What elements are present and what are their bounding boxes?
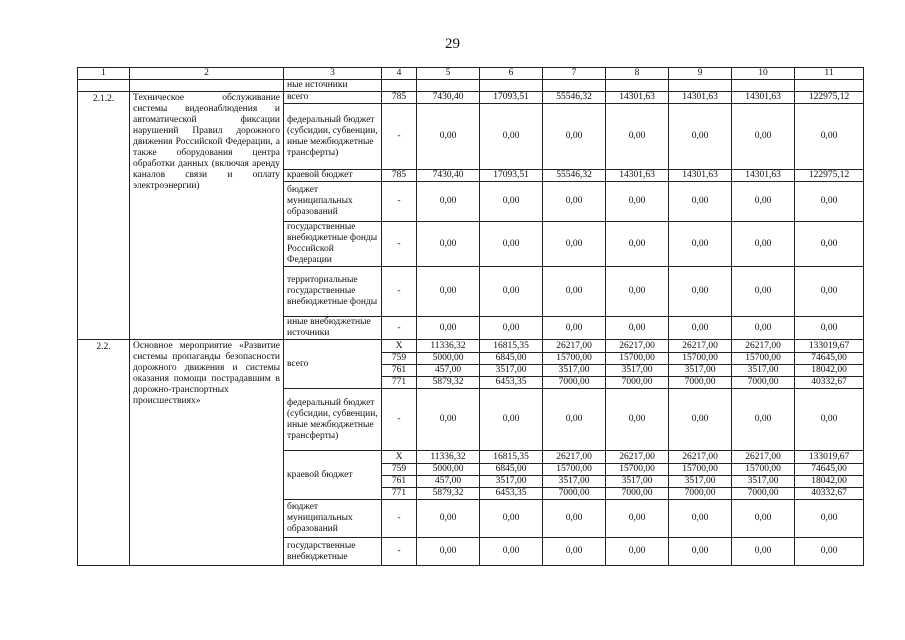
amount-cell: 133019,67 xyxy=(795,451,864,464)
budget-table xyxy=(77,67,864,566)
amount-cell: 0,00 xyxy=(480,500,543,538)
budget-code: - xyxy=(382,389,417,451)
amount-cell: 0,00 xyxy=(480,104,543,170)
budget-code: - xyxy=(382,500,417,538)
amount-cell: 0,00 xyxy=(606,267,669,317)
amount-cell: 15700,00 xyxy=(732,464,795,476)
amount-cell: 0,00 xyxy=(480,317,543,340)
amount-cell: 0,00 xyxy=(795,389,864,451)
amount-cell: 15700,00 xyxy=(669,464,732,476)
budget-code: 761 xyxy=(382,365,417,377)
amount-cell: 0,00 xyxy=(795,182,864,222)
amount-cell: 7430,40 xyxy=(417,92,480,104)
amount-cell: 0,00 xyxy=(480,267,543,317)
budget-code: 785 xyxy=(382,92,417,104)
amount-cell: 7430,40 xyxy=(417,170,480,182)
amount-cell: 0,00 xyxy=(795,538,864,566)
column-number: 6 xyxy=(480,68,543,80)
amount-cell: 3517,00 xyxy=(606,365,669,377)
amount-cell: 7000,00 xyxy=(669,488,732,500)
amount-cell: 14301,63 xyxy=(732,170,795,182)
amount-cell: 0,00 xyxy=(606,317,669,340)
amount-cell: 0,00 xyxy=(417,317,480,340)
amount-cell: 3517,00 xyxy=(606,476,669,488)
source-label: ные источники xyxy=(284,80,382,92)
amount-cell: 0,00 xyxy=(732,267,795,317)
amount-cell: 74645,00 xyxy=(795,464,864,476)
amount-cell: 16815,35 xyxy=(480,451,543,464)
amount-cell: 122975,12 xyxy=(795,92,864,104)
column-number: 11 xyxy=(795,68,864,80)
budget-code: Х xyxy=(382,451,417,464)
measure-name: Техническое обслуживание системы видеонаблюдения и автоматической фиксации нарушений Правил дорожного движения Российской Федерации, а также оборудования центра обработки данных (включая аренду каналов связи и оплату электроэнергии) xyxy=(130,92,284,340)
row-index: 2.1.2. xyxy=(78,92,130,340)
source-label: иные внебюджетные источники xyxy=(284,317,382,340)
budget-code: - xyxy=(382,222,417,267)
budget-code: 759 xyxy=(382,353,417,365)
amount-cell: 0,00 xyxy=(732,182,795,222)
amount-cell: 0,00 xyxy=(669,538,732,566)
amount-cell: 0,00 xyxy=(669,500,732,538)
source-label: всего xyxy=(284,340,382,389)
source-label: федеральный бюджет (субсидии, субвенции, иные межбюджетные трансферты) xyxy=(284,389,382,451)
amount-cell: 7000,00 xyxy=(732,488,795,500)
amount-cell: 6845,00 xyxy=(480,353,543,365)
amount-cell: 7000,00 xyxy=(732,377,795,389)
amount-cell: 0,00 xyxy=(480,182,543,222)
amount-cell: 0,00 xyxy=(606,389,669,451)
column-number: 7 xyxy=(543,68,606,80)
amount-cell: 0,00 xyxy=(606,222,669,267)
column-number: 10 xyxy=(732,68,795,80)
amount-cell: 0,00 xyxy=(417,182,480,222)
amount-cell: 3517,00 xyxy=(669,476,732,488)
amount-cell: 0,00 xyxy=(732,389,795,451)
amount-cell: 0,00 xyxy=(543,267,606,317)
amount-cell: 17093,51 xyxy=(480,170,543,182)
row-index: 2.2. xyxy=(78,340,130,566)
budget-code: 759 xyxy=(382,464,417,476)
amount-cell: 0,00 xyxy=(669,317,732,340)
amount-cell: 0,00 xyxy=(543,500,606,538)
amount-cell: 74645,00 xyxy=(795,353,864,365)
amount-cell: 26217,00 xyxy=(732,451,795,464)
amount-cell: 3517,00 xyxy=(480,365,543,377)
column-number: 9 xyxy=(669,68,732,80)
amount-cell: 14301,63 xyxy=(606,92,669,104)
budget-code: - xyxy=(382,182,417,222)
budget-code: 771 xyxy=(382,377,417,389)
amount-cell: 457,00 xyxy=(417,476,480,488)
amount-cell: 0,00 xyxy=(795,317,864,340)
amount-cell: 11336,32 xyxy=(417,340,480,353)
amount-cell: 0,00 xyxy=(669,389,732,451)
amount-cell: 3517,00 xyxy=(543,476,606,488)
continuation-row xyxy=(78,80,864,92)
amount-cell: 0,00 xyxy=(543,104,606,170)
amount-cell: 17093,51 xyxy=(480,92,543,104)
source-label: бюджет муниципальных образований xyxy=(284,182,382,222)
amount-cell: 0,00 xyxy=(543,182,606,222)
amount-cell: 3517,00 xyxy=(732,476,795,488)
budget-code: - xyxy=(382,267,417,317)
amount-cell: 0,00 xyxy=(417,222,480,267)
amount-cell: 15700,00 xyxy=(543,353,606,365)
amount-cell: 5879,32 xyxy=(417,488,480,500)
column-number: 5 xyxy=(417,68,480,80)
source-label: краевой бюджет xyxy=(284,170,382,182)
table-row xyxy=(78,340,864,353)
amount-cell: 0,00 xyxy=(606,182,669,222)
amount-cell: 14301,63 xyxy=(606,170,669,182)
amount-cell: 3517,00 xyxy=(543,365,606,377)
amount-cell: 0,00 xyxy=(795,222,864,267)
amount-cell: 457,00 xyxy=(417,365,480,377)
amount-cell: 0,00 xyxy=(669,182,732,222)
amount-cell: 7000,00 xyxy=(606,377,669,389)
amount-cell: 0,00 xyxy=(606,500,669,538)
amount-cell: 0,00 xyxy=(417,500,480,538)
amount-cell: 5000,00 xyxy=(417,464,480,476)
amount-cell: 6453,35 xyxy=(480,488,543,500)
amount-cell: 26217,00 xyxy=(543,451,606,464)
amount-cell: 14301,63 xyxy=(669,92,732,104)
amount-cell: 11336,32 xyxy=(417,451,480,464)
amount-cell: 0,00 xyxy=(543,538,606,566)
amount-cell: 0,00 xyxy=(795,104,864,170)
column-number-row xyxy=(78,68,864,80)
amount-cell: 6453,35 xyxy=(480,377,543,389)
amount-cell: 55546,32 xyxy=(543,92,606,104)
column-number: 2 xyxy=(130,68,284,80)
budget-code: 761 xyxy=(382,476,417,488)
amount-cell: 5000,00 xyxy=(417,353,480,365)
source-label: федеральный бюджет (субсидии, субвенции, иные межбюджетные трансферты) xyxy=(284,104,382,170)
amount-cell: 133019,67 xyxy=(795,340,864,353)
amount-cell: 5879,32 xyxy=(417,377,480,389)
amount-cell: 7000,00 xyxy=(606,488,669,500)
amount-cell: 18042,00 xyxy=(795,476,864,488)
amount-cell: 0,00 xyxy=(669,267,732,317)
amount-cell: 26217,00 xyxy=(669,340,732,353)
source-label: всего xyxy=(284,92,382,104)
amount-cell: 7000,00 xyxy=(543,377,606,389)
column-number: 8 xyxy=(606,68,669,80)
amount-cell: 15700,00 xyxy=(606,353,669,365)
column-number: 3 xyxy=(284,68,382,80)
budget-code: - xyxy=(382,317,417,340)
amount-cell: 15700,00 xyxy=(732,353,795,365)
amount-cell: 0,00 xyxy=(795,500,864,538)
amount-cell: 7000,00 xyxy=(543,488,606,500)
source-label: государственные внебюджетные xyxy=(284,538,382,566)
amount-cell: 40332,67 xyxy=(795,377,864,389)
amount-cell: 3517,00 xyxy=(480,476,543,488)
amount-cell: 0,00 xyxy=(732,500,795,538)
amount-cell: 0,00 xyxy=(480,222,543,267)
amount-cell: 26217,00 xyxy=(732,340,795,353)
amount-cell: 15700,00 xyxy=(669,353,732,365)
page-number: 29 xyxy=(445,36,460,52)
amount-cell: 3517,00 xyxy=(669,365,732,377)
amount-cell: 15700,00 xyxy=(543,464,606,476)
amount-cell: 0,00 xyxy=(480,538,543,566)
amount-cell: 0,00 xyxy=(417,104,480,170)
amount-cell: 15700,00 xyxy=(606,464,669,476)
amount-cell: 26217,00 xyxy=(543,340,606,353)
amount-cell: 26217,00 xyxy=(606,451,669,464)
budget-code: - xyxy=(382,538,417,566)
amount-cell: 0,00 xyxy=(417,538,480,566)
amount-cell: 14301,63 xyxy=(669,170,732,182)
budget-code: Х xyxy=(382,340,417,353)
amount-cell: 0,00 xyxy=(732,222,795,267)
table-body xyxy=(78,80,864,566)
amount-cell: 55546,32 xyxy=(543,170,606,182)
source-label: государственные внебюджетные фонды Российской Федерации xyxy=(284,222,382,267)
amount-cell: 0,00 xyxy=(417,389,480,451)
amount-cell: 0,00 xyxy=(543,222,606,267)
column-number: 1 xyxy=(78,68,130,80)
column-number: 4 xyxy=(382,68,417,80)
budget-code: 785 xyxy=(382,170,417,182)
amount-cell: 0,00 xyxy=(669,104,732,170)
budget-code: 771 xyxy=(382,488,417,500)
amount-cell: 6845,00 xyxy=(480,464,543,476)
amount-cell: 26217,00 xyxy=(606,340,669,353)
amount-cell: 0,00 xyxy=(543,317,606,340)
source-label: краевой бюджет xyxy=(284,451,382,500)
amount-cell: 16815,35 xyxy=(480,340,543,353)
amount-cell: 0,00 xyxy=(732,538,795,566)
amount-cell: 0,00 xyxy=(417,267,480,317)
amount-cell: 14301,63 xyxy=(732,92,795,104)
amount-cell: 0,00 xyxy=(732,317,795,340)
table-row xyxy=(78,92,864,104)
amount-cell: 26217,00 xyxy=(669,451,732,464)
amount-cell: 7000,00 xyxy=(669,377,732,389)
amount-cell: 122975,12 xyxy=(795,170,864,182)
amount-cell: 0,00 xyxy=(606,104,669,170)
source-label: бюджет муниципальных образований xyxy=(284,500,382,538)
amount-cell: 0,00 xyxy=(732,104,795,170)
budget-code: - xyxy=(382,104,417,170)
amount-cell: 0,00 xyxy=(480,389,543,451)
source-label: территориальные государственные внебюджетные фонды xyxy=(284,267,382,317)
amount-cell: 18042,00 xyxy=(795,365,864,377)
measure-name: Основное мероприятие «Развитие системы пропаганды безопасности дорожного движения и системы оказания помощи пострадавшим в дорожно-транспортных происшествиях» xyxy=(130,340,284,566)
amount-cell: 0,00 xyxy=(795,267,864,317)
amount-cell: 0,00 xyxy=(606,538,669,566)
amount-cell: 0,00 xyxy=(543,389,606,451)
amount-cell: 3517,00 xyxy=(732,365,795,377)
amount-cell: 40332,67 xyxy=(795,488,864,500)
amount-cell: 0,00 xyxy=(669,222,732,267)
